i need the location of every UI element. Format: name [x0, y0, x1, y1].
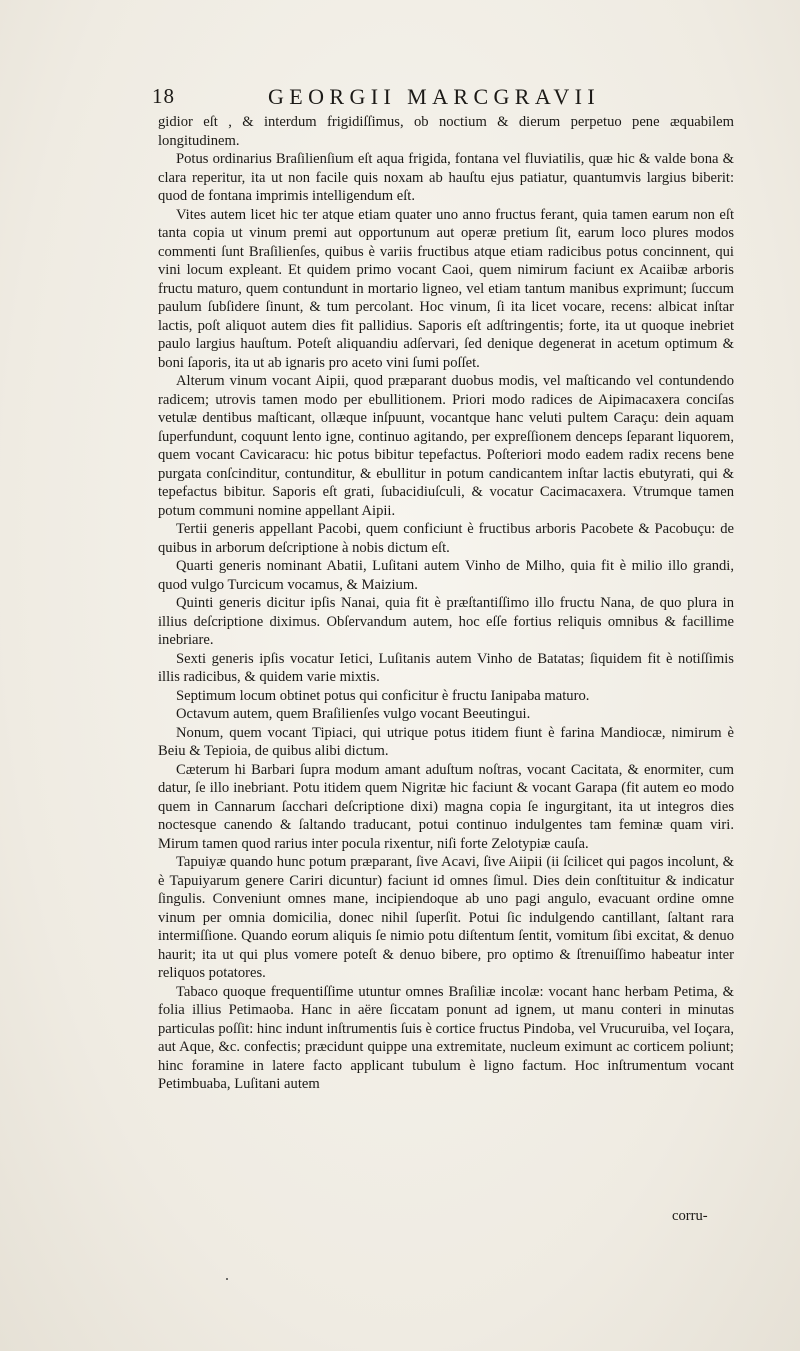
page-header [150, 84, 740, 114]
body-text [158, 113, 734, 1094]
paragraph-12: Cæterum hi Barbari ſupra modum amant aduſtum noſtras, vocant Cacitata, & enormiter, cum datur, ſe illo inebriant. Potu itidem quem Nigritæ hic faciunt & vocant Garapa (fit autem eo modo quem in Cannarum ſacchari deſcriptione dixi) magna copia ſe ingurgitant, ita ut integros dies noctesque canendo & ſaltando traducant, potui continuo indulgentes tam feminæ quam viri. Mirum tamen quod rarius inter pocula rixentur, niſi forte Zelotypiæ cauſa. [158, 761, 734, 852]
ink-speck [226, 1278, 228, 1280]
paragraph-3: Vites autem licet hic ter atque etiam quater uno anno fructus ferant, quia tamen earum non eſt tanta copia ut vinum premi aut opportunum aut operæ pretium ſit, earum loco plures modos commenti ſunt Braſilienſes, quibus è variis fructibus atque etiam radicibus potus concinnent, qui vini locum expleant. Et quidem primo vocant Caoi, quem nimirum faciunt ex Acaiibæ arboris fructu maturo, quem contundunt in mortario ligneo, vel etiam tantum manibus exprimunt; ſuccum paulum ſubſidere ſinunt, & tum percolant. Hoc vinum, ſi ita licet vocare, recens: albicat inſtar lactis, poſt aliquot autem dies fit pallidius. Saporis eſt adſtringentis; forte, ita ut quoque inebriet paulo largius hauſtum. Poteſt aliquandiu adſervari, ſed denique degenerat in acetum optimum & boni ſaporis, ita ut ab ignaris pro aceto vini ſumi poſſet. [158, 206, 734, 371]
running-head: GEORGII MARCGRAVII [268, 84, 601, 109]
paragraph-10: Octavum autem, quem Braſilienſes vulgo vocant Beeutingui. [176, 706, 531, 722]
paragraph-2: Potus ordinarius Braſilienſium eſt aqua frigida, fontana vel fluviatilis, quæ hic & valde bona & clara reperitur, ita ut non facile quis noxam ab hauſtu ejus patiatur, quantumvis largius biberit: quod de fontana imprimis intelligendum eſt. [158, 151, 734, 204]
paragraph-13: Tapuiyæ quando hunc potum præparant, ſive Acavi, ſive Aiipii (ii ſcilicet qui pagos incolunt, & è Tapuiyarum genere Cariri dicuntur) faciunt id omnes ſimul. Dies dein conſtituitur & indicatur ſingulis. Conveniunt omnes mane, incipiendoque ab uno pagi angulo, evacuant ordine omne vinum per omnia domicilia, donec nihil ſuperſit. Potui ſic indulgendo cantillant, ſaltant rara intermiſſione. Quando eorum aliquis ſe nimio potu diſtentum ſentit, vomitum ſibi excitat, & denuo haurit; ita ut qui plus vomere poteſt & denuo bibere, pro optimo & ſtrenuiſſimo habeatur inter reliquos potatores. [158, 854, 734, 981]
paragraph-11: Nonum, quem vocant Tipiaci, qui utrique potus itidem fiunt è farina Mandiocæ, nimirum è Beiu & Tepioia, de quibus alibi dictum. [158, 724, 734, 759]
paragraph-1: gidior eſt , & interdum frigidiſſimus, ob noctium & dierum perpetuo pene æquabilem longitudinem. [158, 114, 734, 149]
paragraph-14: Tabaco quoque frequentiſſime utuntur omnes Braſiliæ incolæ: vocant hanc herbam Petima, & folia illius Petimaoba. Hanc in aëre ſiccatam ponunt ad ignem, ut manu conteri in minutas particulas poſſit: hinc indunt inſtrumentis ſuis è cortice fructus Pindoba, vel Vrucuruiba, vel Ioçara, aut Aque, &c. confectis; præcidunt quippe una extremitate, nucleum eximunt ac corticem poliunt; hinc foramine in latere facto applicant tubulum è ligno factum. Hoc inſtrumentum vocant Petimbuaba, Luſitani autem [158, 983, 734, 1092]
paragraph-6: Quarti generis nominant Abatii, Luſitani autem Vinho de Milho, quia fit è milio illo grandi, quod vulgo Turcicum vocamus, & Maizium. [158, 558, 734, 593]
catchword: corru- [672, 1208, 708, 1224]
page-number: 18 [152, 84, 175, 108]
paragraph-8: Sexti generis ipſis vocatur Ietici, Luſitanis autem Vinho de Batatas; ſiquidem fit è notiſſimis illis radicibus, & quidem varie mixtis. [158, 650, 734, 685]
paragraph-9: Septimum locum obtinet potus qui conficitur è fructu Ianipaba maturo. [176, 687, 590, 704]
paragraph-7: Quinti generis dicitur ipſis Nanai, quia fit è præſtantiſſimo illo fructu Nana, de quo plura in illius deſcriptione diximus. Obſervandum autem, hoc eſſe fortius reliquis omnibus & facillime inebriare. [158, 595, 734, 648]
paragraph-5: Tertii generis appellant Pacobi, quem conficiunt è fructibus arboris Pacobete & Pacobuçu: de quibus in arborum deſcriptione à nobis dictum eſt. [158, 521, 734, 556]
paragraph-4: Alterum vinum vocant Aipii, quod præparant duobus modis, vel maſticando vel contundendo radicem; utrovis tamen modo per ebullitionem. Priori modo radices de Aipimacaxera conciſas vetulæ dentibus maſticant, ollæque inſpuunt, vocantque hanc veluti pultem Caraçu: dein aquam ſuperfundunt, coquunt lento igne, continuo agitando, per expreſſionem denceps ſeparant liquorem, quem vocant Cavicaracu: hic potus bibitur tepefactus. Poſteriori modo eadem radix recens bene purgata conſcinditur, contunditur, & ebullitur in potum candicantem inſtar lactis ebutyrati, qui & tepefactus bibitur. Saporis eſt grati, ſubacidiuſculi, & vocatur Cacimacaxera. Vtrumque tamen potum communi nomine appellant Aipii. [158, 373, 734, 519]
